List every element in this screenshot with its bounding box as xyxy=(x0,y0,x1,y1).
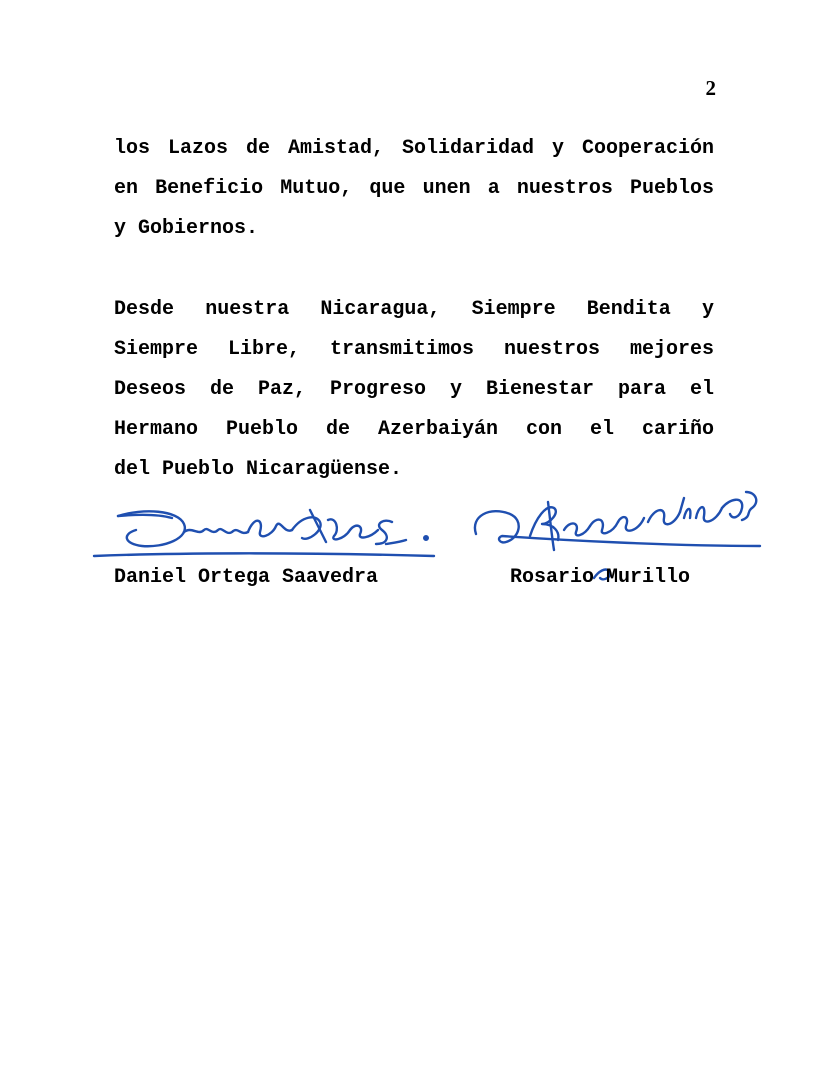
paragraph-line: en Beneficio Mutuo, que unen a nuestros Pueblos xyxy=(114,177,714,200)
paragraph-line: Siempre Libre, transmitimos nuestros mejores xyxy=(114,338,714,361)
signer-name-right: Rosario Murillo xyxy=(510,566,691,589)
paragraph-line: del Pueblo Nicaragüense. xyxy=(114,458,403,481)
paragraph-line: Desde nuestra Nicaragua, Siempre Bendita y xyxy=(114,298,714,321)
signature-left-icon xyxy=(88,496,440,566)
paragraph-closing-1 xyxy=(114,129,714,249)
paragraph-line: Hermano Pueblo de Azerbaiyán con el cariño xyxy=(114,418,714,441)
paragraph-closing-2 xyxy=(114,290,714,490)
paragraph-line: y Gobiernos. xyxy=(114,217,259,240)
signer-name-left: Daniel Ortega Saavedra xyxy=(114,566,379,589)
page-number: 2 xyxy=(705,76,716,100)
paragraph-line: los Lazos de Amistad, Solidaridad y Cooperación xyxy=(114,137,714,160)
paragraph-line: Deseos de Paz, Progreso y Bienestar para el xyxy=(114,378,714,401)
